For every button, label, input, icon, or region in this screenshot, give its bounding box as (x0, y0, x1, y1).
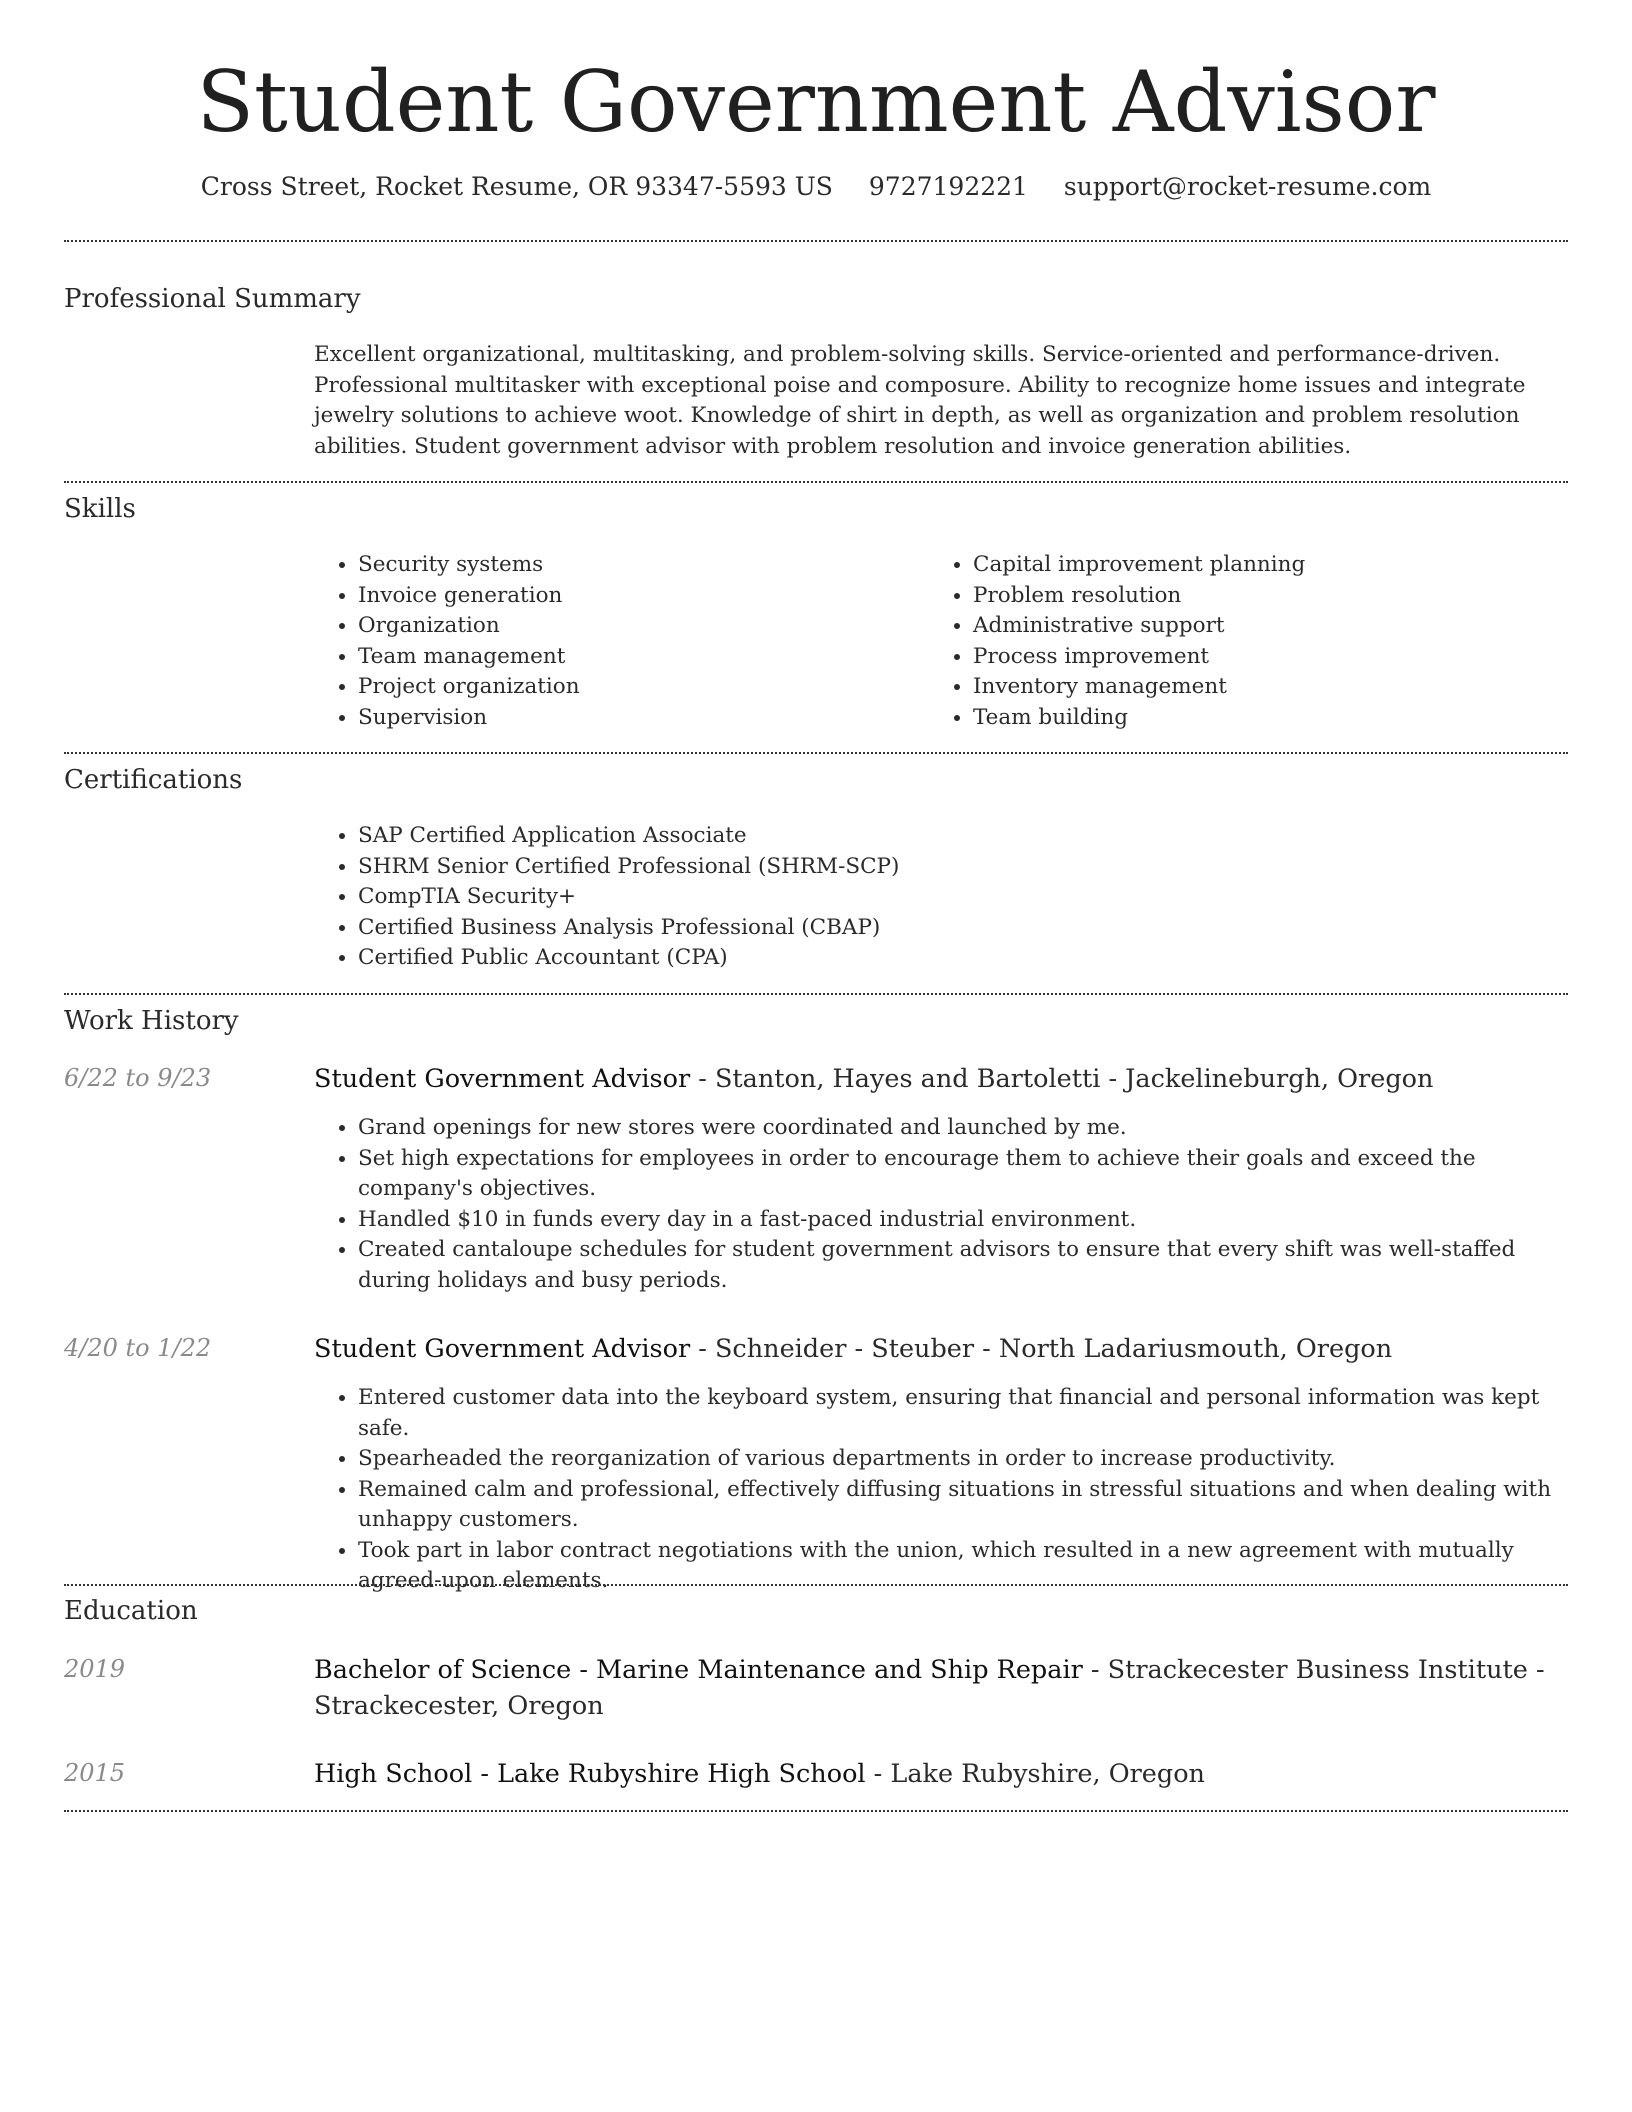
job-dates: 4/20 to 1/22 (64, 1334, 212, 1362)
work-history-heading: Work History (64, 1006, 239, 1036)
contact-line (64, 172, 1568, 201)
education-school: - Strackecester Business Institute - Strackecester, Oregon (314, 1655, 1545, 1721)
skill-item: • Organization (358, 611, 958, 642)
certification-item: • SHRM Senior Certified Professional (SHRM-SCP) (358, 852, 1568, 883)
certification-item: • Certified Business Analysis Professional (CBAP) (358, 913, 1568, 944)
contact-phone: 9727192221 (868, 172, 1028, 201)
job-employer: - Stanton, Hayes and Bartoletti - Jackelineburgh, Oregon (690, 1064, 1434, 1094)
job-role: Student Government Advisor (314, 1064, 691, 1094)
job-bullet: • Handled $10 in funds every day in a fast-paced industrial environment. (358, 1205, 1568, 1236)
summary-heading: Professional Summary (64, 284, 361, 314)
job-dates: 6/22 to 9/23 (64, 1064, 212, 1092)
skill-item: • Supervision (358, 703, 958, 734)
contact-address: Cross Street, Rocket Resume, OR 93347-5593 US (200, 172, 833, 201)
job-title-line (314, 1061, 1568, 1097)
skill-item: • Security systems (358, 550, 958, 581)
job-bullet: • Created cantaloupe schedules for student government advisors to ensure that every shift was well-staffed during holidays and busy periods. (358, 1235, 1568, 1296)
job-bullet: • Grand openings for new stores were coordinated and launched by me. (358, 1113, 1568, 1144)
section-divider (64, 1810, 1568, 1812)
certification-item: • CompTIA Security+ (358, 882, 1568, 913)
education-school: - Lake Rubyshire, Oregon (865, 1759, 1205, 1789)
summary-text: Excellent organizational, multitasking, and problem-solving skills. Service-oriented and performance-driven. Professional multitasker with exceptional poise and composure. Ability to recognize home issues and integrate jewelry solutions to achieve woot. Knowledge of shirt in depth, as well as organization and problem resolution abilities. Student government advisor with problem resolution and invoice generation abilities. (314, 342, 1526, 459)
skill-item: • Problem resolution (973, 581, 1573, 612)
job-role: Student Government Advisor (314, 1334, 691, 1364)
skill-item: • Process improvement (973, 642, 1573, 673)
skill-item: • Team building (973, 703, 1573, 734)
job-bullet: • Entered customer data into the keyboard system, ensuring that financial and personal information was kept safe. (358, 1383, 1568, 1444)
skills-heading: Skills (64, 494, 136, 524)
education-heading: Education (64, 1596, 198, 1626)
section-divider (64, 1584, 1568, 1586)
job-bullets (314, 1113, 1568, 1296)
skill-item: • Inventory management (973, 672, 1573, 703)
section-divider (64, 752, 1568, 754)
education-year: 2019 (64, 1655, 126, 1683)
section-divider (64, 993, 1568, 995)
job-bullet: • Took part in labor contract negotiations with the union, which resulted in a new agreement with mutually agreed-upon elements. (358, 1536, 1568, 1597)
job-bullet: • Spearheaded the reorganization of various departments in order to increase productivity. (358, 1444, 1568, 1475)
skill-item: • Team management (358, 642, 958, 673)
certification-item: • SAP Certified Application Associate (358, 821, 1568, 852)
job-title-line (314, 1331, 1568, 1367)
job-employer: - Schneider - Steuber - North Ladariusmouth, Oregon (690, 1334, 1393, 1364)
resume-name: Student Government Advisor (196, 53, 1436, 151)
certifications-heading: Certifications (64, 765, 243, 795)
job-bullet: • Remained calm and professional, effectively diffusing situations in stressful situations and when dealing with unhappy customers. (358, 1475, 1568, 1536)
skill-item: • Capital improvement planning (973, 550, 1573, 581)
education-degree: Bachelor of Science - Marine Maintenance and Ship Repair (314, 1655, 1083, 1685)
job-bullets (314, 1383, 1568, 1597)
education-year: 2015 (64, 1759, 126, 1787)
education-degree: High School - Lake Rubyshire High School (314, 1759, 866, 1789)
certification-item: • Certified Public Accountant (CPA) (358, 943, 1568, 974)
education-entry (314, 1756, 1568, 1792)
skill-item: • Project organization (358, 672, 958, 703)
job-bullet: • Set high expectations for employees in order to encourage them to achieve their goals and exceed the company's objectives. (358, 1144, 1568, 1205)
skill-item: • Invoice generation (358, 581, 958, 612)
section-divider (64, 481, 1568, 483)
skill-item: • Administrative support (973, 611, 1573, 642)
section-divider (64, 240, 1568, 242)
contact-email: support@rocket-resume.com (1063, 172, 1432, 201)
education-entry (314, 1652, 1568, 1724)
certifications-list (314, 821, 1568, 974)
